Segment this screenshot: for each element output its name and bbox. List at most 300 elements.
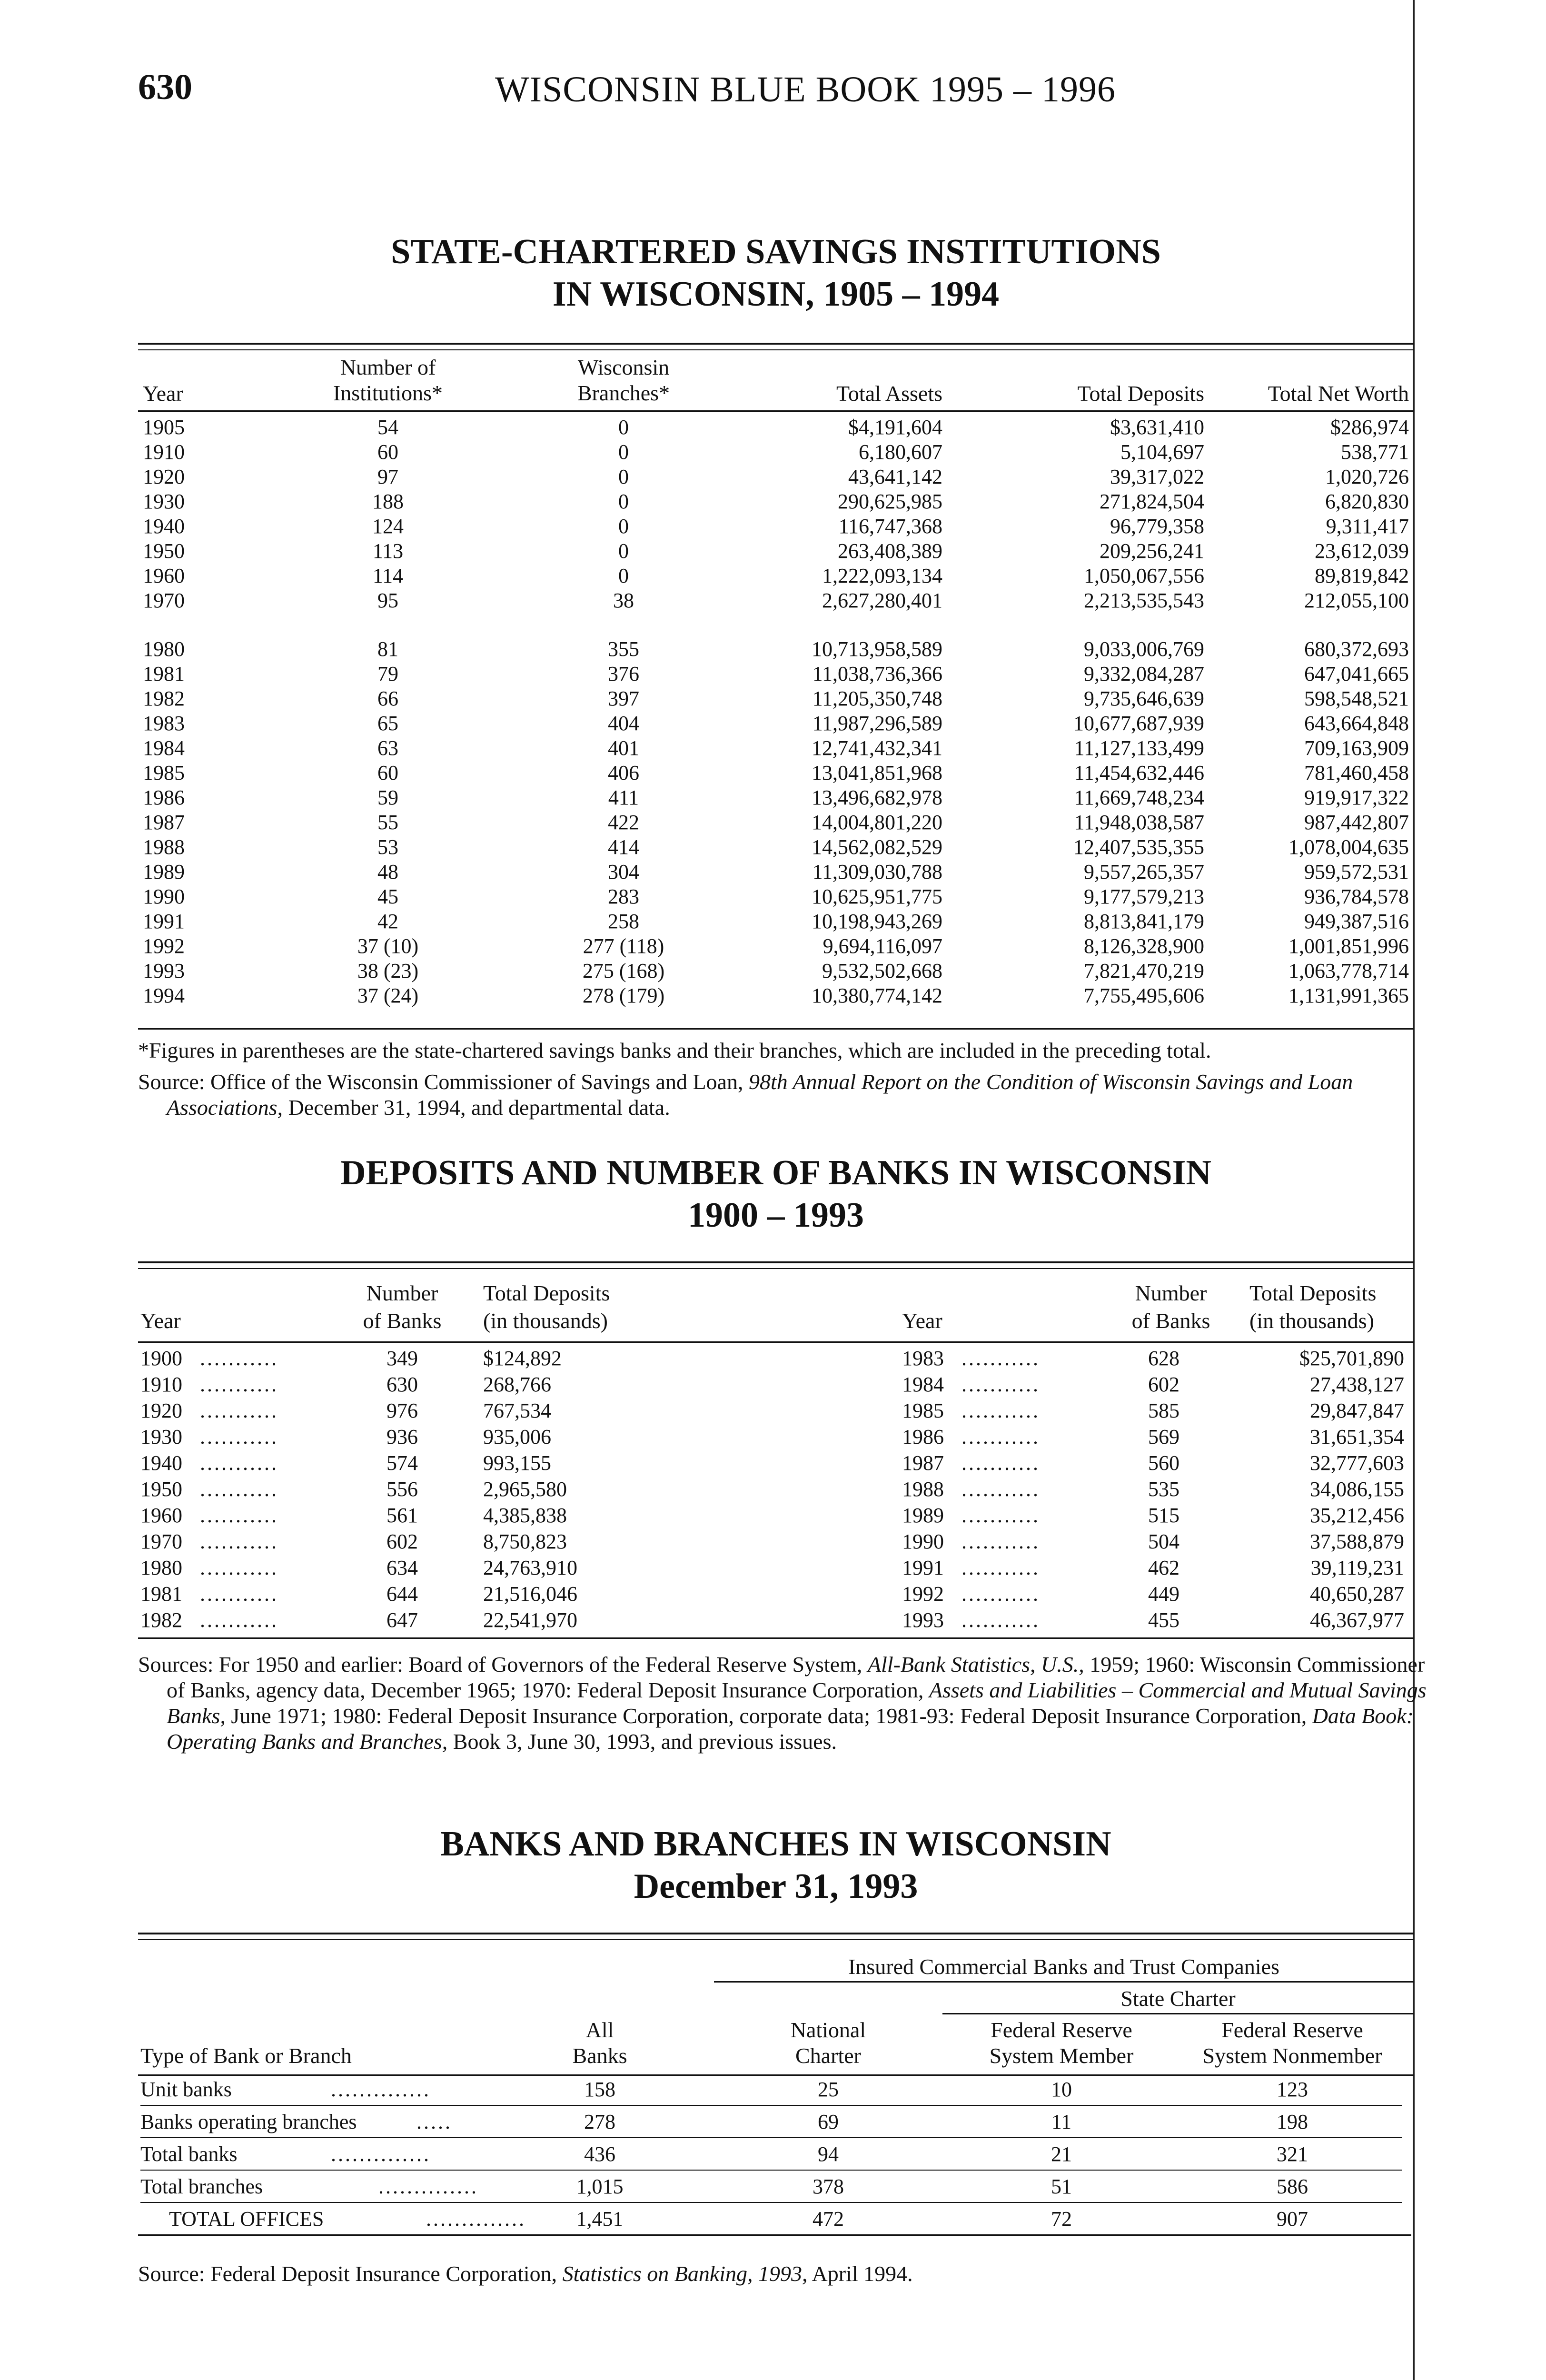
table-cell: 936: [386, 1425, 418, 1448]
table-cell: 1985: [143, 761, 185, 784]
table-cell: 11,127,133,499: [1074, 736, 1204, 760]
table-cell: 95: [377, 589, 398, 612]
table-cell: 1988: [143, 835, 185, 859]
table-cell: 72: [1051, 2207, 1072, 2231]
table-cell: 436: [584, 2142, 615, 2166]
table-cell: 10,625,951,775: [812, 885, 942, 908]
table-row: [902, 1529, 1521, 1554]
table-cell: Total branches: [140, 2175, 263, 2198]
table-cell: 9,694,116,097: [823, 934, 942, 958]
table-row: [902, 1346, 1521, 1371]
table-cell: 54: [377, 416, 398, 439]
table-row: [143, 539, 1409, 564]
table-cell: 0: [618, 515, 629, 538]
table-cell: 585: [1148, 1399, 1179, 1422]
table-cell: 1,063,778,714: [1288, 959, 1409, 982]
dot-leader: ...........: [200, 1608, 278, 1632]
table-cell: 37 (10): [357, 934, 419, 958]
table-cell: 4,385,838: [483, 1504, 567, 1527]
table-cell: 69: [818, 2110, 839, 2133]
table-cell: 10,380,774,142: [812, 984, 942, 1007]
savings-title: STATE-CHARTERED SAVINGS INSTITUTIONS IN WISCONSIN, 1905 – 1994: [391, 232, 1161, 314]
table-cell: 709,163,909: [1304, 736, 1409, 760]
table-cell: 11,669,748,234: [1074, 786, 1204, 809]
table-cell: 0: [618, 465, 629, 488]
table-cell: 1,078,004,635: [1288, 835, 1409, 859]
table-cell: 644: [386, 1582, 418, 1606]
table-cell: 278: [584, 2110, 615, 2133]
table-cell: 1990: [902, 1530, 944, 1553]
table-cell: $25,701,890: [1299, 1347, 1404, 1370]
table-cell: 43,641,142: [848, 465, 942, 488]
table-cell: 1983: [143, 712, 185, 735]
table-cell: 411: [608, 786, 639, 809]
table-cell: 1,050,067,556: [1084, 564, 1204, 587]
table-cell: 123: [1277, 2078, 1308, 2101]
table-cell: 1940: [140, 1451, 182, 1475]
table-cell: 0: [618, 539, 629, 563]
table-cell: 97: [377, 465, 398, 488]
table-cell: 21: [1051, 2142, 1072, 2166]
table-row: [143, 736, 1409, 761]
table-cell: 10,677,687,939: [1073, 712, 1204, 735]
table-cell: 268,766: [483, 1373, 551, 1396]
table-row: [902, 1556, 1521, 1580]
table-cell: 212,055,100: [1304, 589, 1409, 612]
dot-leader: ...........: [961, 1451, 1040, 1475]
table-cell: 45: [377, 885, 398, 908]
table-row: [140, 2142, 1411, 2167]
table-cell: 2,627,280,401: [822, 589, 942, 612]
table-row: [902, 1582, 1521, 1606]
table-cell: 6,180,607: [859, 440, 942, 464]
table-cell: 1992: [143, 934, 185, 958]
table-cell: 1986: [143, 786, 185, 809]
table-row: [143, 959, 1409, 983]
table-cell: 9,311,417: [1326, 515, 1409, 538]
table-cell: 1970: [140, 1530, 182, 1553]
table-cell: 89,819,842: [1315, 564, 1409, 587]
table-cell: 14,004,801,220: [812, 811, 942, 834]
table-cell: 1984: [143, 736, 185, 760]
table-cell: 1980: [143, 637, 185, 661]
table-cell: 263,408,389: [838, 539, 942, 563]
table-cell: 63: [377, 736, 398, 760]
table-cell: 9,033,006,769: [1084, 637, 1204, 661]
table-cell: 1984: [902, 1373, 944, 1396]
table-cell: 561: [386, 1504, 418, 1527]
table-cell: 455: [1148, 1608, 1179, 1632]
table-cell: 0: [618, 416, 629, 439]
table-cell: 949,387,516: [1304, 910, 1409, 933]
dot-leader: ...........: [200, 1373, 278, 1396]
table-cell: 1930: [140, 1425, 182, 1448]
table-cell: 560: [1148, 1451, 1179, 1475]
table-cell: 1993: [143, 959, 185, 982]
table-cell: 556: [386, 1478, 418, 1501]
table-cell: 39,317,022: [1110, 465, 1204, 488]
table-row: [140, 1529, 759, 1554]
dot-leader: ...........: [961, 1373, 1040, 1396]
dot-leader: ..............: [331, 2078, 431, 2101]
table-cell: 158: [584, 2078, 615, 2101]
table-cell: 976: [386, 1399, 418, 1422]
table-cell: 14,562,082,529: [812, 835, 942, 859]
table-cell: 1,131,991,365: [1288, 984, 1409, 1007]
table-cell: 96,779,358: [1110, 515, 1204, 538]
table-cell: 781,460,458: [1304, 761, 1409, 784]
table-row: [140, 2077, 1411, 2102]
table-row: [140, 1608, 759, 1633]
table-cell: 1960: [143, 564, 185, 587]
table-cell: 422: [608, 811, 639, 834]
table-cell: 37 (24): [357, 984, 419, 1007]
table-row: [143, 810, 1409, 835]
table-cell: 1,451: [576, 2207, 624, 2231]
table-cell: 397: [608, 687, 639, 710]
table-cell: 37,588,879: [1310, 1530, 1404, 1553]
table-cell: 574: [386, 1451, 418, 1475]
table-cell: 1950: [143, 539, 185, 563]
table-cell: 27,438,127: [1310, 1373, 1404, 1396]
table-row: [143, 934, 1409, 959]
table-cell: 0: [618, 440, 629, 464]
table-row: [902, 1372, 1521, 1397]
table-cell: 349: [386, 1347, 418, 1370]
table-cell: 48: [377, 860, 398, 883]
deposits-source: Sources: For 1950 and earlier: Board of Governors of the Federal Reserve System, All-Bank Statistics, U.S., 1959; 1960: Wisconsin Commissioner of Banks, agency data, December 1965; 1970: Federal Deposit Insurance Corporation, Assets and Liabilities – Commercial and Mutual Savings Banks, June 1971; 1980: Federal Deposit Insurance Corporation, corporate data; 1981-93: Federal Deposit Insurance Corporation, Data Book: Operating Banks and Branches, Book 3, June 30, 1993, and previous issues.: [138, 1652, 1427, 1754]
table-cell: 1970: [143, 589, 185, 612]
table-cell: 538,771: [1341, 440, 1409, 464]
table-cell: 404: [608, 712, 639, 735]
table-cell: 81: [377, 637, 398, 661]
table-cell: 1940: [143, 515, 185, 538]
table-cell: $4,191,604: [848, 416, 942, 439]
dot-leader: ..............: [331, 2142, 431, 2166]
table-cell: 1905: [143, 416, 185, 439]
table-cell: 11,454,632,446: [1074, 761, 1204, 784]
table-cell: 40,650,287: [1310, 1582, 1404, 1606]
table-cell: 8,750,823: [483, 1530, 567, 1553]
table-row: [140, 1556, 759, 1580]
table-row: [143, 761, 1409, 785]
table-cell: 22,541,970: [483, 1608, 577, 1632]
table-cell: 643,664,848: [1304, 712, 1409, 735]
table-cell: 0: [618, 564, 629, 587]
table-cell: 1989: [902, 1504, 944, 1527]
table-cell: 1987: [143, 811, 185, 834]
table-cell: 602: [1148, 1373, 1179, 1396]
table-cell: 535: [1148, 1478, 1179, 1501]
table-cell: 65: [377, 712, 398, 735]
dot-leader: ...........: [961, 1425, 1040, 1448]
table-row: [143, 884, 1409, 909]
table-cell: 11,205,350,748: [812, 687, 942, 710]
table-row: [143, 662, 1409, 686]
table-cell: 1982: [140, 1608, 182, 1632]
table-cell: 11,038,736,366: [812, 662, 942, 685]
table-cell: 987,442,807: [1304, 811, 1409, 834]
table-cell: 1981: [143, 662, 185, 685]
table-row: [140, 2174, 1411, 2199]
table-cell: 680,372,693: [1304, 637, 1409, 661]
table-cell: 993,155: [483, 1451, 551, 1475]
table-row: [140, 1346, 759, 1371]
table-cell: $286,974: [1330, 416, 1409, 439]
table-cell: 628: [1148, 1347, 1179, 1370]
table-row: [143, 465, 1409, 489]
row-underline: [140, 2170, 1402, 2171]
table-cell: 1960: [140, 1504, 182, 1527]
dot-leader: ...........: [200, 1582, 278, 1606]
table-row: [140, 1372, 759, 1397]
table-row: [140, 2110, 1411, 2134]
table-cell: 907: [1277, 2207, 1308, 2231]
dot-leader: ...........: [200, 1347, 278, 1370]
table-cell: 11,309,030,788: [812, 860, 942, 883]
table-cell: 25: [818, 2078, 839, 2101]
dot-leader: ...........: [200, 1556, 278, 1579]
table-row: [140, 1425, 759, 1449]
table-cell: 66: [377, 687, 398, 710]
table-cell: 304: [608, 860, 639, 883]
table-cell: 1993: [902, 1608, 944, 1632]
table-cell: 0: [618, 490, 629, 513]
table-cell: 1986: [902, 1425, 944, 1448]
table-cell: 936,784,578: [1304, 885, 1409, 908]
table-cell: 7,821,470,219: [1084, 959, 1204, 982]
table-cell: 55: [377, 811, 398, 834]
table-cell: 1990: [143, 885, 185, 908]
table-cell: 6,820,830: [1325, 490, 1409, 513]
table-cell: 29,847,847: [1310, 1399, 1404, 1422]
row-underline: [140, 2105, 1402, 2106]
table-cell: 60: [377, 761, 398, 784]
branches-source: Source: Federal Deposit Insurance Corporation, Statistics on Banking, 1993, April 1994.: [138, 2261, 913, 2286]
table-cell: 39,119,231: [1310, 1556, 1404, 1579]
table-cell: 1994: [143, 984, 185, 1007]
table-cell: 94: [818, 2142, 839, 2166]
table-cell: 378: [813, 2175, 844, 2198]
table-cell: 1982: [143, 687, 185, 710]
dot-leader: ...........: [200, 1425, 278, 1448]
table-cell: 414: [608, 835, 639, 859]
table-row: [143, 686, 1409, 711]
table-row: [143, 588, 1409, 613]
table-cell: 472: [813, 2207, 844, 2231]
table-cell: Total banks: [140, 2142, 238, 2166]
table-row: [140, 1582, 759, 1606]
table-cell: 198: [1277, 2110, 1308, 2133]
table-cell: 1,001,851,996: [1288, 934, 1409, 958]
table-row: [902, 1398, 1521, 1423]
table-cell: 586: [1277, 2175, 1308, 2198]
table-row: [143, 637, 1409, 662]
table-row: [902, 1608, 1521, 1633]
table-row: [143, 835, 1409, 860]
table-cell: 9,735,646,639: [1084, 687, 1204, 710]
table-cell: 449: [1148, 1582, 1179, 1606]
table-cell: 60: [377, 440, 398, 464]
table-cell: 1991: [143, 910, 185, 933]
dot-leader: ...........: [200, 1478, 278, 1501]
table-cell: 278 (179): [582, 984, 665, 1007]
table-cell: 10,713,958,589: [812, 637, 942, 661]
table-cell: 401: [608, 736, 639, 760]
dot-leader: ...........: [200, 1530, 278, 1553]
table-row: [143, 440, 1409, 465]
table-cell: 634: [386, 1556, 418, 1579]
table-row: [140, 1503, 759, 1528]
dot-leader: ..............: [426, 2207, 526, 2231]
savings-top-rule-2: [138, 349, 1414, 350]
table-cell: 9,532,502,668: [822, 959, 942, 982]
table-cell: 12,741,432,341: [812, 736, 942, 760]
table-cell: 630: [386, 1373, 418, 1396]
table-cell: 1930: [143, 490, 185, 513]
table-cell: 7,755,495,606: [1084, 984, 1204, 1007]
table-cell: 38: [613, 589, 634, 612]
savings-footnote: *Figures in parentheses are the state-chartered savings banks and their branches, which are included in the preceding total.: [138, 1038, 1211, 1062]
deposits-table: [140, 1346, 1411, 1632]
table-cell: Banks operating branches: [140, 2110, 357, 2133]
table-row: [902, 1503, 1521, 1528]
row-underline: [140, 2137, 1402, 2138]
dot-leader: ...........: [200, 1451, 278, 1475]
table-cell: 9,557,265,357: [1084, 860, 1204, 883]
table-cell: 34,086,155: [1310, 1478, 1404, 1501]
table-cell: 1989: [143, 860, 185, 883]
table-cell: 2,213,535,543: [1084, 589, 1204, 612]
table-cell: 5,104,697: [1120, 440, 1204, 464]
table-cell: 1910: [140, 1373, 182, 1396]
table-row: [902, 1451, 1521, 1476]
table-row: [140, 1477, 759, 1502]
table-cell: 53: [377, 835, 398, 859]
table-row: [143, 514, 1409, 539]
table-cell: 23,612,039: [1315, 539, 1409, 563]
table-cell: 1981: [140, 1582, 182, 1606]
table-cell: 13,496,682,978: [812, 786, 942, 809]
dot-leader: ...........: [961, 1504, 1040, 1527]
table-cell: 188: [372, 490, 404, 513]
table-cell: 12,407,535,355: [1073, 835, 1204, 859]
table-row: [902, 1477, 1521, 1502]
table-cell: 116,747,368: [838, 515, 942, 538]
table-cell: 275 (168): [582, 959, 665, 982]
dot-leader: ...........: [961, 1530, 1040, 1553]
table-row: [140, 1451, 759, 1476]
table-cell: 10,198,943,269: [812, 910, 942, 933]
table-cell: 31,651,354: [1310, 1425, 1404, 1448]
table-row: [140, 2207, 1411, 2231]
table-cell: 1910: [143, 440, 185, 464]
table-cell: 9,177,579,213: [1084, 885, 1204, 908]
table-cell: 277 (118): [583, 934, 664, 958]
table-cell: 1985: [902, 1399, 944, 1422]
table-cell: 209,256,241: [1100, 539, 1204, 563]
table-cell: 113: [372, 539, 404, 563]
table-cell: 283: [608, 885, 639, 908]
table-cell: 1991: [902, 1556, 944, 1579]
table-row: [143, 983, 1409, 1008]
table-cell: 515: [1148, 1504, 1179, 1527]
table-row: [143, 711, 1409, 736]
table-cell: 59: [377, 786, 398, 809]
table-cell: 2,965,580: [483, 1478, 567, 1501]
deposits-title: DEPOSITS AND NUMBER OF BANKS IN WISCONSIN 1900 – 1993: [340, 1153, 1211, 1235]
table-cell: 35,212,456: [1310, 1504, 1404, 1527]
table-cell: 1,015: [576, 2175, 624, 2198]
table-cell: 46,367,977: [1310, 1608, 1404, 1632]
table-cell: TOTAL OFFICES: [169, 2207, 324, 2231]
table-cell: 1988: [902, 1478, 944, 1501]
table-cell: 32,777,603: [1310, 1451, 1404, 1475]
table-cell: 11,948,038,587: [1074, 811, 1204, 834]
table-cell: 11,987,296,589: [812, 712, 942, 735]
table-cell: 1900: [140, 1347, 182, 1370]
dot-leader: ...........: [961, 1556, 1040, 1579]
table-cell: 8,126,328,900: [1084, 934, 1204, 958]
table-cell: 38 (23): [357, 959, 419, 982]
dot-leader: ...........: [961, 1608, 1040, 1632]
savings-table: [143, 415, 1409, 1024]
table-cell: Unit banks: [140, 2078, 232, 2101]
row-underline: [140, 2202, 1402, 2203]
table-cell: 79: [377, 662, 398, 685]
table-row: [143, 564, 1409, 588]
table-cell: 9,332,084,287: [1084, 662, 1204, 685]
page-number: 630: [138, 67, 192, 107]
table-cell: 10: [1051, 2078, 1072, 2101]
dot-leader: ...........: [961, 1399, 1040, 1422]
table-cell: 406: [608, 761, 639, 784]
table-cell: 462: [1148, 1556, 1179, 1579]
table-cell: 51: [1051, 2175, 1072, 2198]
table-cell: 258: [608, 910, 639, 933]
table-cell: 290,625,985: [838, 490, 942, 513]
table-cell: 1920: [143, 465, 185, 488]
table-cell: 959,572,531: [1304, 860, 1409, 883]
table-cell: 1,020,726: [1325, 465, 1409, 488]
savings-source: Source: Office of the Wisconsin Commissioner of Savings and Loan, 98th Annual Report on the Condition of Wisconsin Savings and Loan Associations, December 31, 1994, and departmental data.: [138, 1070, 1353, 1120]
table-cell: 1987: [902, 1451, 944, 1475]
dot-leader: ..............: [378, 2175, 478, 2198]
dot-leader: ...........: [200, 1399, 278, 1422]
table-cell: 1980: [140, 1556, 182, 1579]
table-row: [143, 489, 1409, 514]
branches-table: [140, 2075, 1411, 2237]
table-cell: 24,763,910: [483, 1556, 577, 1579]
table-row: [140, 1398, 759, 1423]
table-cell: 602: [386, 1530, 418, 1553]
table-cell: 11: [1051, 2110, 1072, 2133]
table-cell: 1,222,093,134: [822, 564, 942, 587]
dot-leader: ...........: [961, 1347, 1040, 1370]
table-cell: 647: [386, 1608, 418, 1632]
dot-leader: ...........: [200, 1504, 278, 1527]
running-title: WISCONSIN BLUE BOOK 1995 – 1996: [495, 69, 1116, 109]
table-row: [902, 1425, 1521, 1449]
table-cell: 376: [608, 662, 639, 685]
table-cell: $3,631,410: [1110, 416, 1204, 439]
row-underline: [138, 2234, 1411, 2236]
table-row: [143, 785, 1409, 810]
table-cell: 598,548,521: [1304, 687, 1409, 710]
branches-title: BANKS AND BRANCHES IN WISCONSIN December 31, 1993: [440, 1825, 1111, 1906]
table-cell: 1992: [902, 1582, 944, 1606]
dot-leader: ...........: [961, 1582, 1040, 1606]
